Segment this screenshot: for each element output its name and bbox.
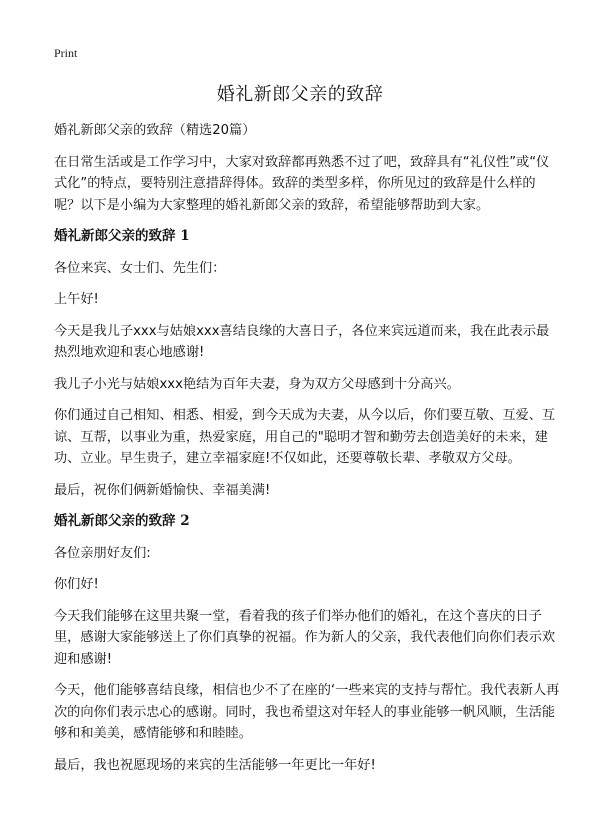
paragraph: 最后，我也祝愿现场的来宾的生活能够一年更比一年好! bbox=[54, 757, 376, 773]
paragraph: 你们好! bbox=[54, 577, 99, 592]
paragraph: 上午好! bbox=[54, 292, 99, 307]
section-heading: 婚礼新郎父亲的致辞 2 bbox=[54, 513, 190, 529]
page-title: 婚礼新郎父亲的致辞 bbox=[216, 84, 384, 105]
paragraph: 你们通过自己相知、相悉、相爱，到今天成为夫妻，从今以后，你们要互敬、互爱、互谅、互帮，以事业为重，热爱家庭，用自己的"聪明才智和勤劳去创造美好的未来，建功、立业。早生贵子，建立幸福家庭!不仅如此，还要尊敬长辈、孝敬双方父母。 bbox=[54, 408, 556, 466]
article-body bbox=[54, 120, 560, 786]
print-link[interactable]: Print bbox=[54, 46, 78, 60]
paragraph: 最后，祝你们俩新婚愉快、幸福美满! bbox=[54, 482, 271, 498]
paragraph: 今天我们能够在这里共聚一堂，看着我的孩子们举办他们的婚礼，在这个喜庆的日子里，感谢大家能够送上了你们真挚的祝福。作为新人的父亲，我代表他们向你们表示欢迎和感谢! bbox=[54, 608, 556, 667]
paragraph: 各位亲朋好友们: bbox=[54, 545, 151, 561]
paragraph: 我儿子小光与姑娘xxx艳结为百年夫妻，身为双方父母感到十分高兴。 bbox=[54, 376, 460, 392]
section-heading: 婚礼新郎父亲的致辞 1 bbox=[54, 228, 190, 244]
paragraph: 各位来宾、女士们、先生们： bbox=[54, 260, 226, 276]
intro-paragraph: 在日常生活或是工作学习中，大家对致辞都再熟悉不过了吧，致辞具有“礼仪性”或“仪式化”的特点，要特别注意措辞得体。致辞的类型多样，你所见过的致辞是什么样的呢？以下是小编为大家整理的婚礼新郎父亲的致辞，希望能够帮助到大家。 bbox=[54, 154, 550, 213]
article-subtitle: 婚礼新郎父亲的致辞（精选20篇） bbox=[54, 123, 256, 138]
paragraph: 今天，他们能够喜结良缘，相信也少不了在座的‘一些来宾的支持与帮忙。我代表新人再次的向你们表示忠心的感谢。同时，我也希望这对年轻人的事业能够一帆风顺，生活能够和和美美，感情能够和和睦睦。 bbox=[54, 683, 560, 741]
paragraph: 今天是我儿子xxx与姑娘xxx喜结良缘的大喜日子，各位来宾远道而来，我在此表示最热烈地欢迎和衷心地感谢! bbox=[54, 323, 550, 360]
